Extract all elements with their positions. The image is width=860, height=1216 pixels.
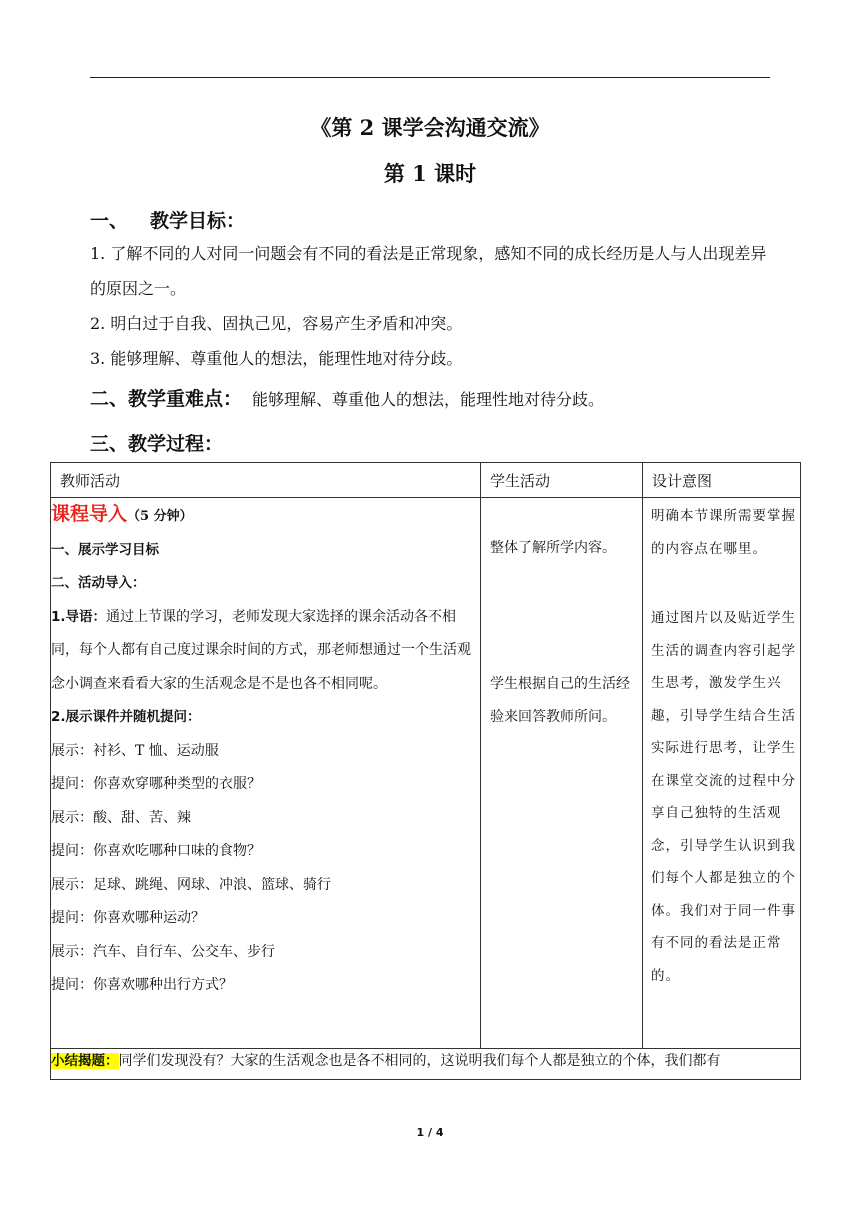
summary-row	[51, 1049, 801, 1080]
section-number: 一、	[90, 210, 129, 232]
teacher-line: 展示：酸、甜、苦、辣	[51, 809, 191, 826]
section-heading-key-points	[90, 384, 604, 411]
header-design-intent: 设计意图	[643, 463, 801, 498]
teacher-line: 提问：你喜欢哪种出行方式？	[51, 977, 233, 993]
goal-item-2: 2. 明白过于自我、固执己见，容易产生矛盾和冲突。	[90, 314, 463, 333]
teacher-step: 一、展示学习目标	[51, 541, 159, 558]
summary-label: 小结揭题：	[51, 1053, 119, 1069]
teacher-step: 二、活动导入：	[51, 575, 146, 591]
design-intent-1: 明确本节课所需要掌握的内容点在哪里。	[651, 508, 796, 557]
teacher-line: 展示：衬衫、T 恤、运动服	[51, 742, 219, 759]
intro-heading	[51, 498, 480, 534]
student-activity-1: 整体了解所学内容。	[490, 540, 616, 556]
teacher-paragraph	[51, 601, 480, 702]
teacher-line: 提问：你喜欢哪种运动？	[51, 910, 205, 926]
section-heading-process: 三、教学过程：	[90, 433, 224, 455]
design-intent-cell	[643, 498, 801, 1049]
teacher-activity-cell	[51, 498, 481, 1049]
document-title: 《第 2 课学会沟通交流》	[310, 115, 550, 140]
section-title: 二、教学重难点：	[90, 388, 243, 410]
teacher-line: 提问：你喜欢吃哪种口味的食物？	[51, 843, 261, 859]
design-intent-2: 通过图片以及贴近学生生活的调查内容引起学生思考，激发学生兴趣，引导学生结合生活实际进行思考，让学生在课堂交流的过程中分享自己独特的生活观念，引导学生认识到我们每个人都是独立的个体。我们对于同一件事有不同的看法是正常的。	[651, 610, 796, 984]
document-subtitle: 第 1 课时	[383, 161, 477, 186]
intro-time: （5 分钟）	[127, 509, 193, 524]
teacher-step-label: 1.导语：	[51, 608, 107, 625]
section-heading-goals	[90, 206, 245, 233]
teacher-step: 2.展示课件并随机提问：	[51, 709, 201, 725]
table-row	[51, 498, 801, 1049]
student-activity-cell	[481, 498, 643, 1049]
intro-title: 课程导入	[51, 503, 128, 525]
goal-item-1: 1. 了解不同的人对同一问题会有不同的看法是正常现象，感知不同的成长经历是人与人出现差异的原因之一。	[90, 244, 767, 298]
summary-text: 同学们发现没有？大家的生活观念也是各不相同的，这说明我们每个人都是独立的个体，我们都有	[118, 1053, 721, 1069]
student-activity-2: 学生根据自己的生活经验来回答教师所问。	[490, 676, 630, 725]
header-teacher-activity: 教师活动	[51, 463, 481, 498]
page-number: 1 / 4	[416, 1126, 444, 1139]
teacher-line: 提问：你喜欢穿哪种类型的衣服？	[51, 776, 261, 792]
table-header-row	[51, 463, 801, 498]
header-rule	[90, 77, 770, 78]
teacher-line: 展示：汽车、自行车、公交车、步行	[51, 943, 275, 960]
goal-item-3: 3. 能够理解、尊重他人的想法，能理性地对待分歧。	[90, 349, 463, 368]
lesson-table	[50, 462, 801, 1080]
header-student-activity: 学生活动	[481, 463, 643, 498]
teacher-line: 展示：足球、跳绳、网球、冲浪、篮球、骑行	[51, 876, 331, 893]
key-points-text: 能够理解、尊重他人的想法，能理性地对待分歧。	[252, 390, 605, 409]
section-title: 教学目标：	[150, 210, 246, 232]
teacher-step-text: 通过上节课的学习，老师发现大家选择的课余活动各不相同，每个人都有自己度过课余时间的方式，那老师想通过一个生活观念小调查来看看大家的生活观念是不是也各不相同呢。	[51, 608, 471, 692]
summary-cell	[51, 1049, 801, 1080]
